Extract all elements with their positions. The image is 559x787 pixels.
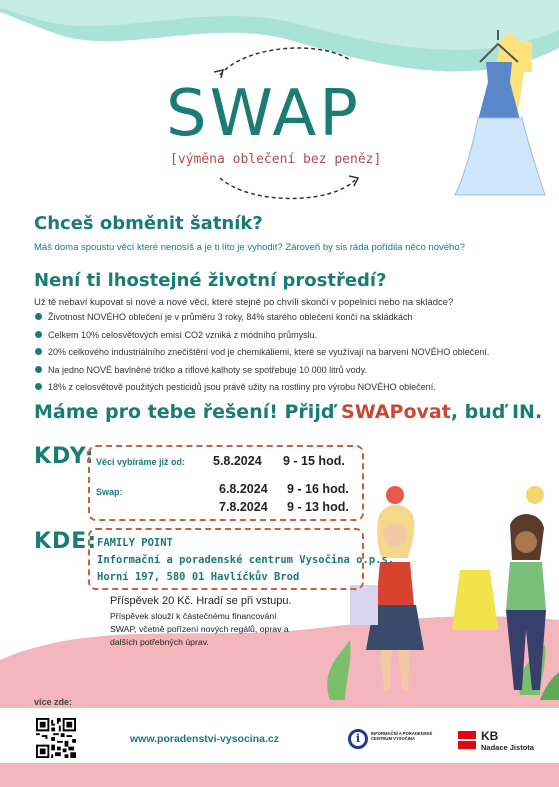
section1-heading: Chceš obměnit šatník?	[34, 213, 263, 234]
collect-label: Věci vybíráme již od:	[96, 457, 186, 467]
fee-note-1: Příspěvek slouží k částečnému financování	[110, 611, 277, 621]
swap-time-1: 9 - 16 hod.	[287, 482, 349, 496]
kde-line-1: FAMILY POINT	[97, 537, 173, 549]
kde-line-2: Informační a poradenské centrum Vysočina o.p.s.	[97, 554, 395, 566]
solution-headline	[34, 401, 542, 423]
solution-accent: SWAPovat	[341, 401, 451, 423]
facts-list	[34, 311, 489, 399]
kb-logo-text: KB	[481, 729, 499, 743]
swap-time-2: 9 - 13 hod.	[287, 500, 349, 514]
collect-date: 5.8.2024	[213, 454, 262, 468]
more-label: více zde:	[34, 697, 73, 707]
section2-text: Už tě nebaví kupovat si nové a nové věci, které stejně po chvíli skončí v popelnici nebo na skládce?	[34, 297, 454, 308]
swap-label: Swap:	[96, 487, 123, 497]
info-icon: i	[348, 729, 368, 749]
page-subtitle: [výměna oblečení bez peněz]	[170, 152, 382, 167]
qr-code-icon[interactable]	[36, 718, 76, 758]
list-item: 18% z celosvětově použitých pesticidů jsou právě užity na rostliny pro výrobu NOVÉHO oblečení.	[34, 381, 489, 399]
page-title: SWAP	[166, 77, 361, 151]
kde-line-3: Horní 197, 580 01 Havlíčkův Brod	[97, 571, 300, 583]
section2-heading: Není ti lhostejné životní prostředí?	[34, 270, 387, 291]
fee-main: Příspěvek 20 Kč. Hradí se při vstupu.	[110, 595, 292, 607]
solution-part2: , buď IN.	[450, 401, 543, 423]
list-item: Na jedno NOVÉ bavlněné tričko a riflové kalhoty se spotřebuje 10 000 litrů vody.	[34, 364, 489, 382]
kde-label: KDE:	[34, 529, 98, 554]
swap-date-1: 6.8.2024	[219, 482, 268, 496]
list-item: Životnost NOVÉHO oblečení je v průměru 3 roky, 84% starého oblečení končí na skládkách	[34, 311, 489, 329]
section1-text: Máš doma spoustu věcí které nenosíš a je ti líto je vyhodit? Zároveň by sis ráda pořídila něco nového?	[34, 242, 465, 253]
fee-note-2: SWAP, včetně pořízení nových regálů, oprav a	[110, 624, 289, 634]
list-item: Celkem 10% celosvětových emisí CO2 vzniká z módního průmyslu.	[34, 329, 489, 347]
kb-foundation-text: Nadace Jistota	[481, 743, 534, 752]
swap-date-2: 7.8.2024	[219, 500, 268, 514]
fee-note-3: dalších potřebných úprav.	[110, 637, 209, 647]
kb-logo-icon	[458, 731, 476, 749]
solution-part1: Máme pro tebe řešení! Přijď	[34, 401, 342, 423]
list-item: 20% celkového industriálního znečištění vod je chemikáliemi, které se využívají na barvení NOVÉHO oblečení.	[34, 346, 489, 364]
poradna-logo	[348, 729, 438, 753]
kdy-label: KDY:	[34, 444, 95, 469]
poradna-logo-text: INFORMAČNÍ A PORADENSKÉ CENTRUM VYSOČINA	[371, 731, 433, 741]
website-link[interactable]: www.poradenstvi-vysocina.cz	[130, 733, 279, 745]
shopping-women-illustration	[350, 480, 559, 710]
collect-time: 9 - 15 hod.	[283, 454, 345, 468]
